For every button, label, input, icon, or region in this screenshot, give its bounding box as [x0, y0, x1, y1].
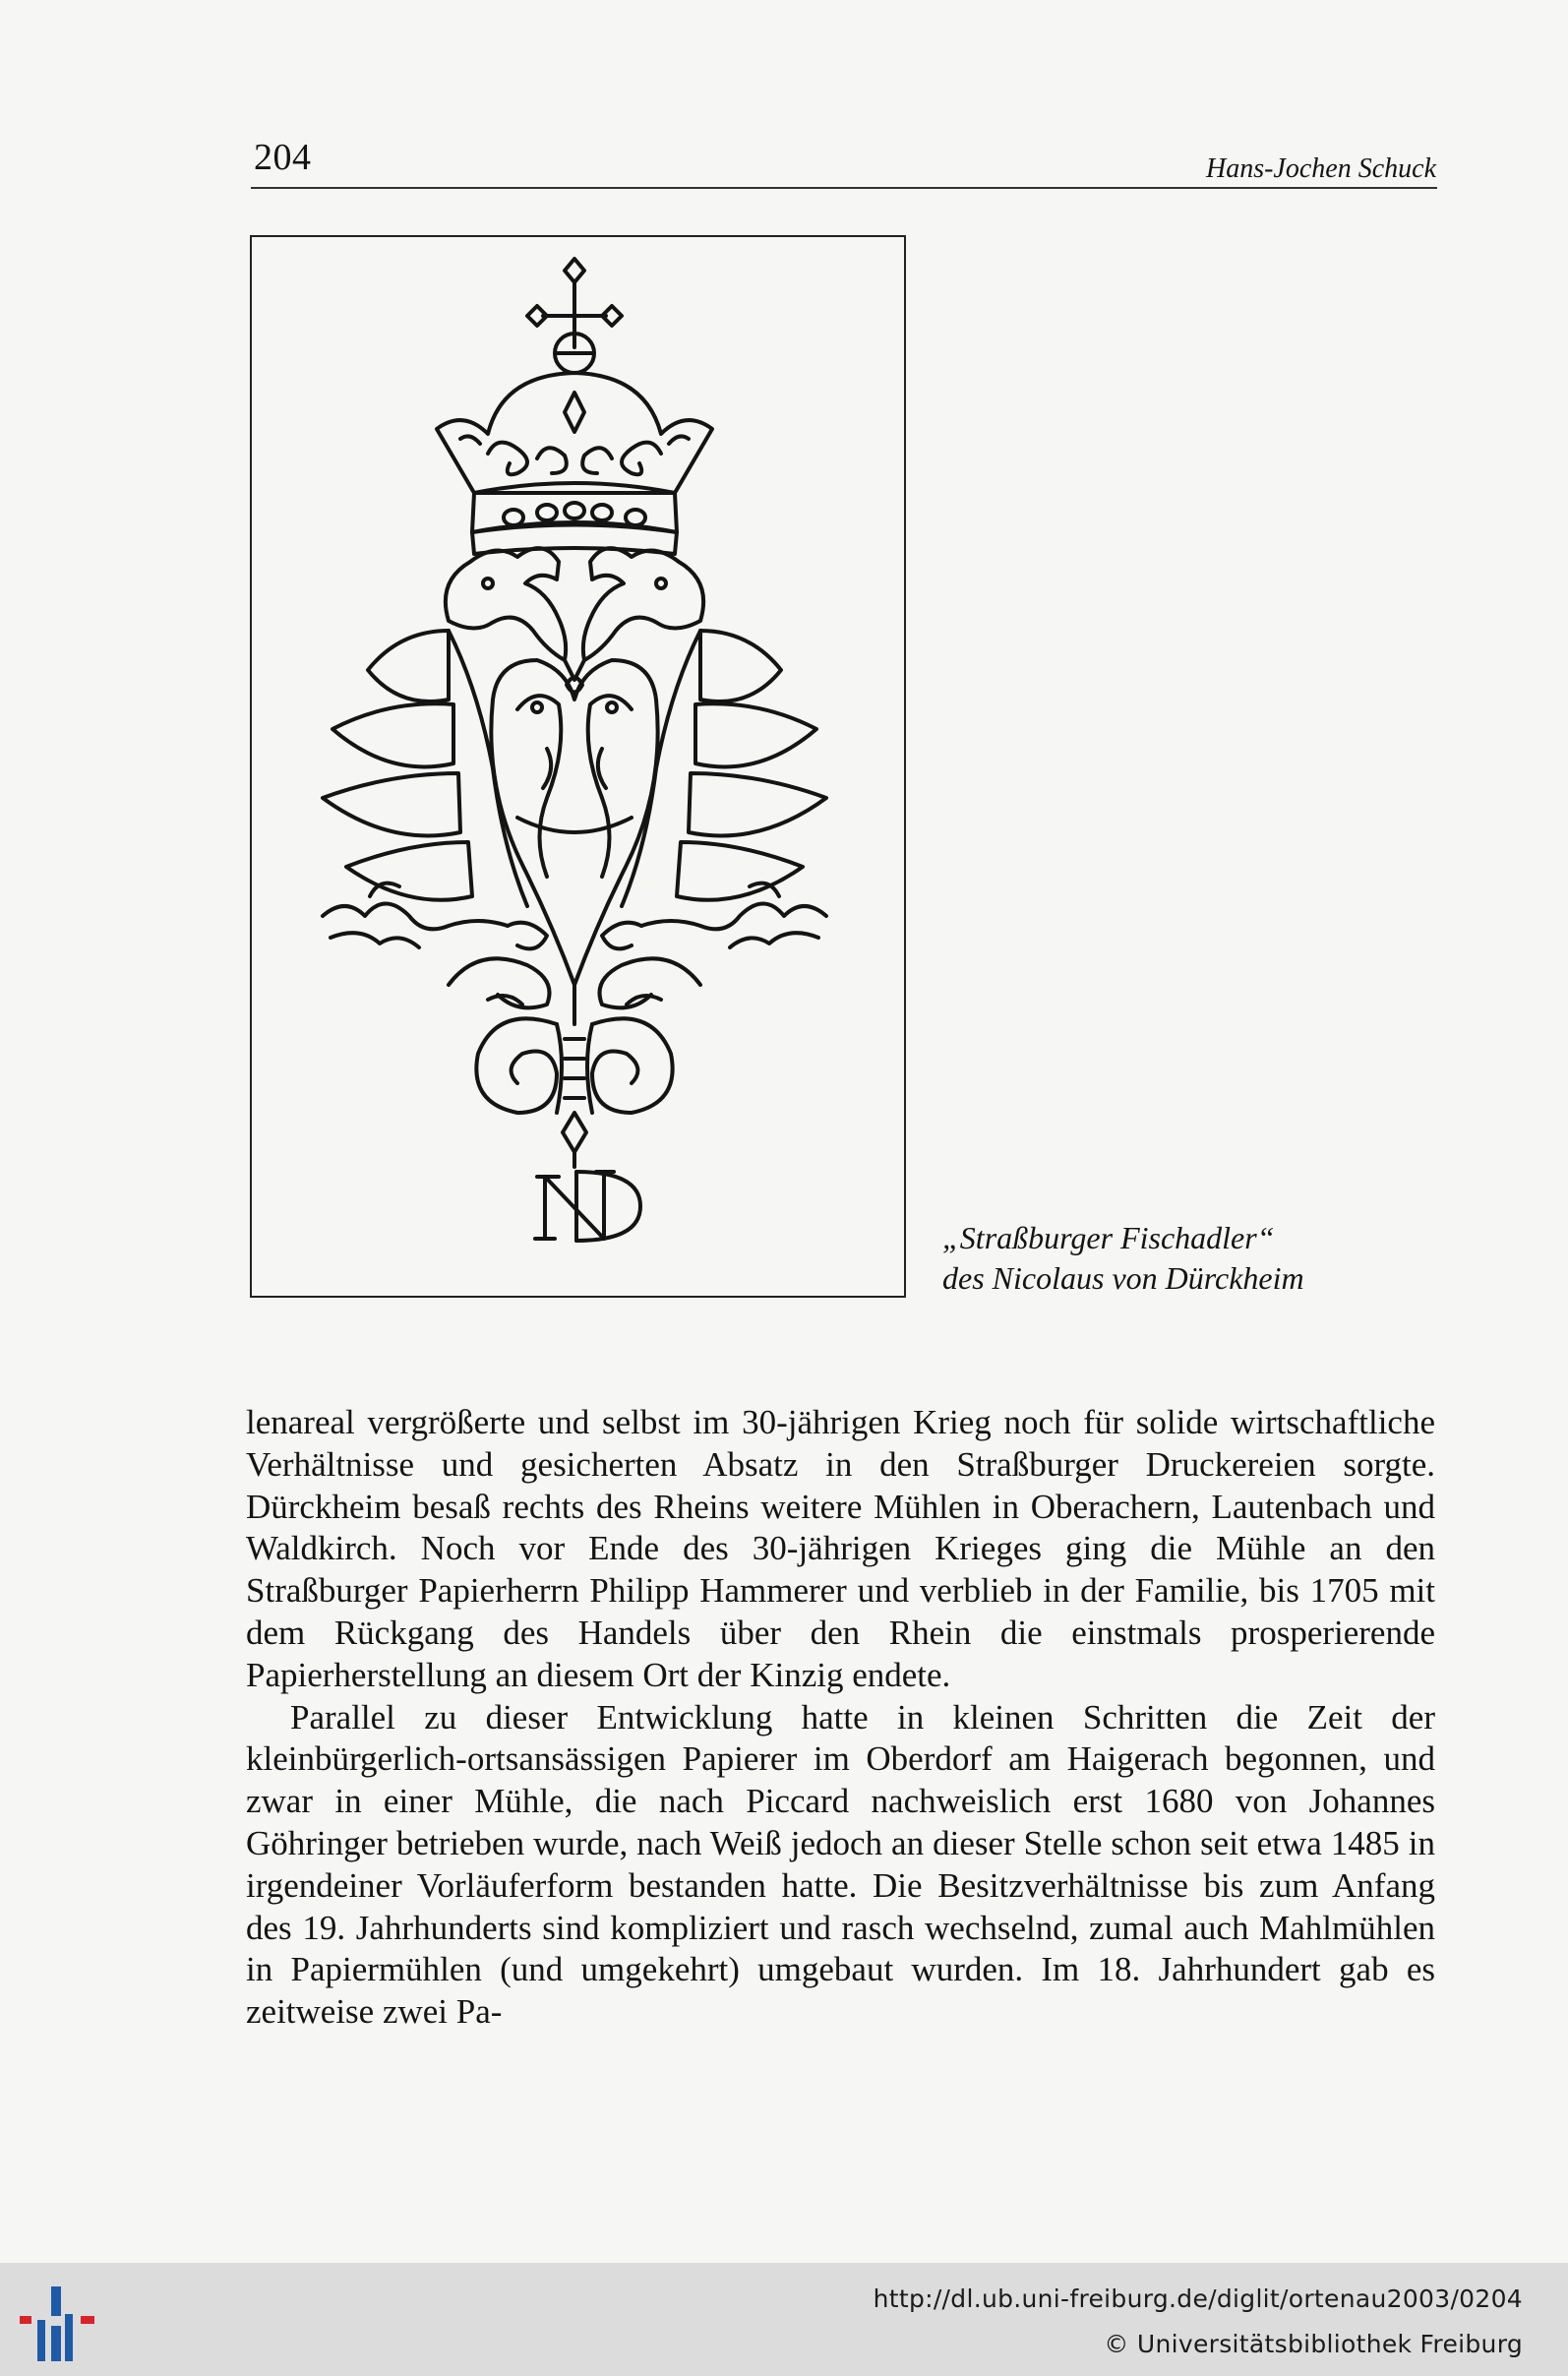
- watermark-eagle-illustration: [252, 237, 904, 1296]
- nd-monogram-icon: [535, 1172, 640, 1241]
- paragraph-1: lenareal vergrößerte und selbst im 30-jährigen Krieg noch für solide wirtschaftliche Verhältnisse und gesicherten Absatz in den Straßburger Druckereien sorgte. Dürckheim besaß rechts des Rheins weitere Mühlen in Oberachern, Lautenbach und Waldkirch. Noch vor Ende des 30-jährigen Krieges ging die Mühle an den Straßburger Papierherrn Philipp Hammerer und verblieb in der Familie, bis 1705 mit dem Rückgang des Handels über den Rhein die einstmals prosperierende Papierherstellung an diesem Ort der Kinzig endete.: [246, 1403, 1435, 1694]
- eagle-left-wing-icon: [323, 631, 527, 906]
- caption-title: „Straßburger Fischadler“: [942, 1220, 1275, 1255]
- fish-body-icon: [491, 660, 657, 985]
- crown-icon: [437, 373, 712, 554]
- footer-copyright: © Universitätsbibliothek Freiburg: [1104, 2330, 1523, 2358]
- figure-caption: [942, 1218, 1304, 1299]
- eagle-heads-icon: [446, 548, 703, 692]
- crown-cross-icon: [527, 259, 622, 373]
- footer-bar: [0, 2263, 1568, 2376]
- paragraph-2: Parallel zu dieser Entwicklung hatte in kleinen Schritten die Zeit der kleinbürgerlich-ortsansässigen Papierer im Oberdorf am Haigerach begonnen, und zwar in einer Mühle, die nach Piccard nachweislich erst 1680 von Johannes Göhringer betrieben wurde, nach Weiß jedoch an dieser Stelle schon seit etwa 1485 in irgendeiner Vorläuferform bestanden hatte. Die Besitzverhältnisse bis zum Anfang des 19. Jahrhunderts sind kompliziert und rasch wechselnd, zumal auch Mahlmühlen in Papiermühlen (und umgekehrt) umgebaut wurden. Im 18. Jahrhundert gab es zeitweise zwei Pa-: [246, 1697, 1435, 2032]
- caption-subtitle: des Nicolaus von Dürckheim: [942, 1260, 1304, 1296]
- library-logo-icon: [16, 2279, 104, 2367]
- footer-url-link[interactable]: http://dl.ub.uni-freiburg.de/diglit/ortenau2003/0204: [873, 2285, 1523, 2313]
- running-head-author: Hans-Jochen Schuck: [1205, 153, 1436, 184]
- ornamental-scroll-icon: [476, 1018, 672, 1167]
- body-text: [246, 1402, 1435, 2034]
- page-number: 204: [254, 137, 312, 178]
- eagle-tail-icon: [449, 958, 700, 1024]
- header-rule: [251, 187, 1437, 189]
- eagle-right-wing-icon: [622, 631, 826, 906]
- figure-frame: [250, 235, 906, 1298]
